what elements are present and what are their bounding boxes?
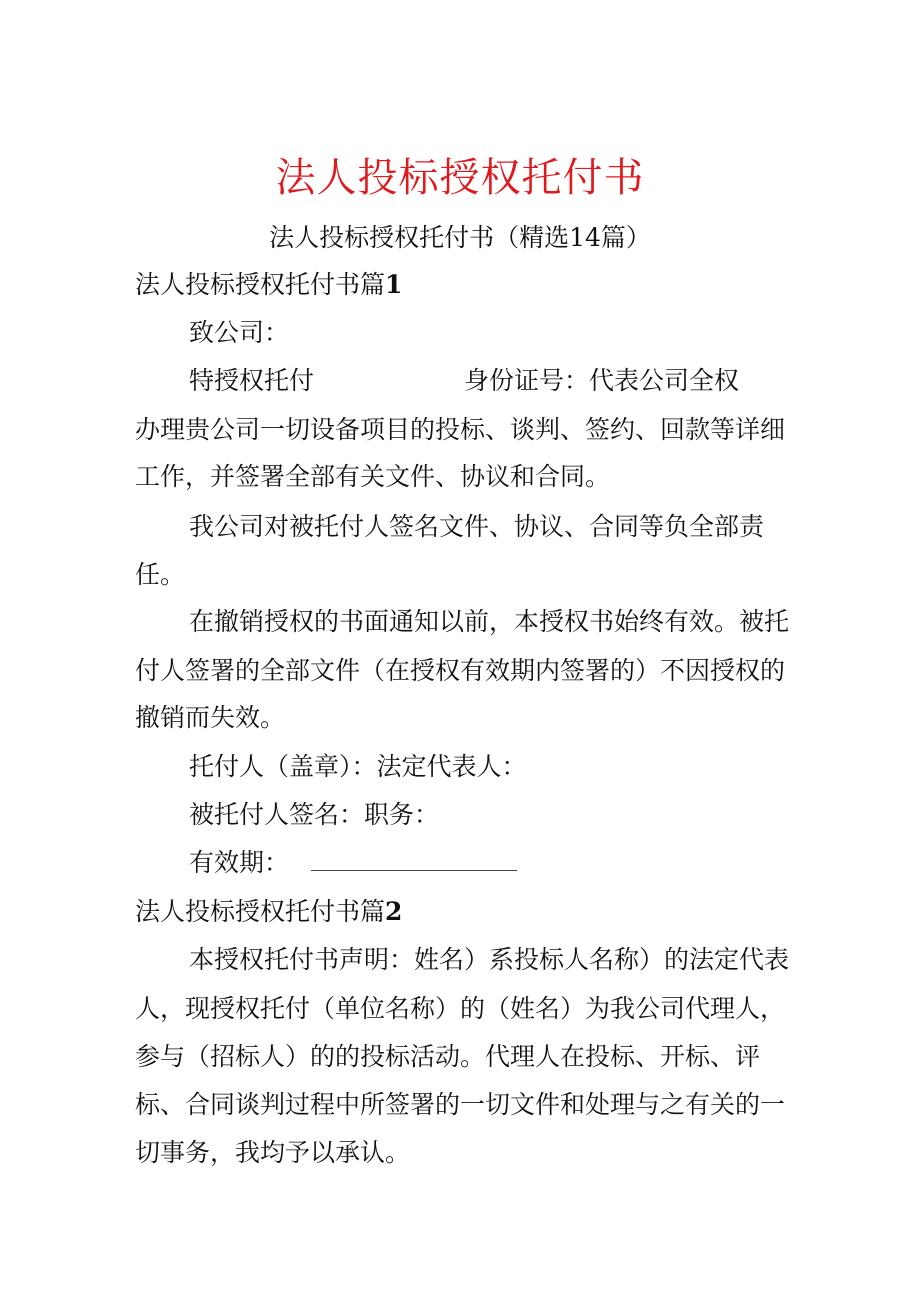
paragraph-line: 任。	[135, 560, 186, 589]
authorize-text-a: 特授权托付	[189, 366, 315, 395]
paragraph-line: 本授权托付书声明：姓名）系投标人名称）的法定代表	[189, 945, 790, 974]
section-1-heading-number: 1	[385, 270, 403, 299]
agent-line: 被托付人签名：职务：	[189, 800, 440, 829]
validity-line	[189, 843, 849, 883]
paragraph-line: 我公司对被托付人签名文件、协议、合同等负全部责	[189, 512, 765, 541]
validity-label: 有效期：	[189, 848, 290, 877]
section-2-heading	[135, 892, 795, 932]
paragraph-line: 切事务，我均予以承认。	[135, 1138, 411, 1167]
section-2-heading-text: 法人投标授权托付书篇	[135, 897, 386, 926]
paragraph-line: 工作，并签署全部有关文件、协议和合同。	[135, 462, 611, 491]
paragraph-line: 标、合同谈判过程中所签署的一切文件和处理与之有关的一	[135, 1090, 786, 1119]
authorize-text-b: 身份证号：代表公司全权	[464, 366, 740, 395]
section-1-heading	[135, 265, 795, 305]
authorize-line	[189, 361, 849, 401]
section-1-heading-text: 法人投标授权托付书篇	[135, 270, 386, 299]
paragraph-line: 在撤销授权的书面通知以前，本授权书始终有效。被托	[189, 607, 790, 636]
document-title: 法人投标授权托付书	[275, 155, 645, 201]
document-subtitle: 法人投标授权托付书（精选14篇）	[269, 223, 651, 252]
validity-blank-field	[311, 844, 517, 871]
to-company-line: 致公司：	[189, 318, 290, 347]
section-2-heading-number: 2	[385, 897, 403, 926]
paragraph-line: 付人签署的全部文件（在授权有效期内签署的）不因授权的	[135, 656, 786, 685]
paragraph-line: 人，现授权托付（单位名称）的（姓名）为我公司代理人，	[135, 994, 786, 1023]
paragraph-line: 撤销而失效。	[135, 703, 286, 732]
principal-line: 托付人（盖章）：法定代表人：	[189, 752, 527, 781]
paragraph-line: 办理贵公司一切设备项目的投标、谈判、签约、回款等详细	[135, 415, 786, 444]
paragraph-line: 参与（招标人）的的投标活动。代理人在投标、开标、评	[135, 1042, 761, 1071]
